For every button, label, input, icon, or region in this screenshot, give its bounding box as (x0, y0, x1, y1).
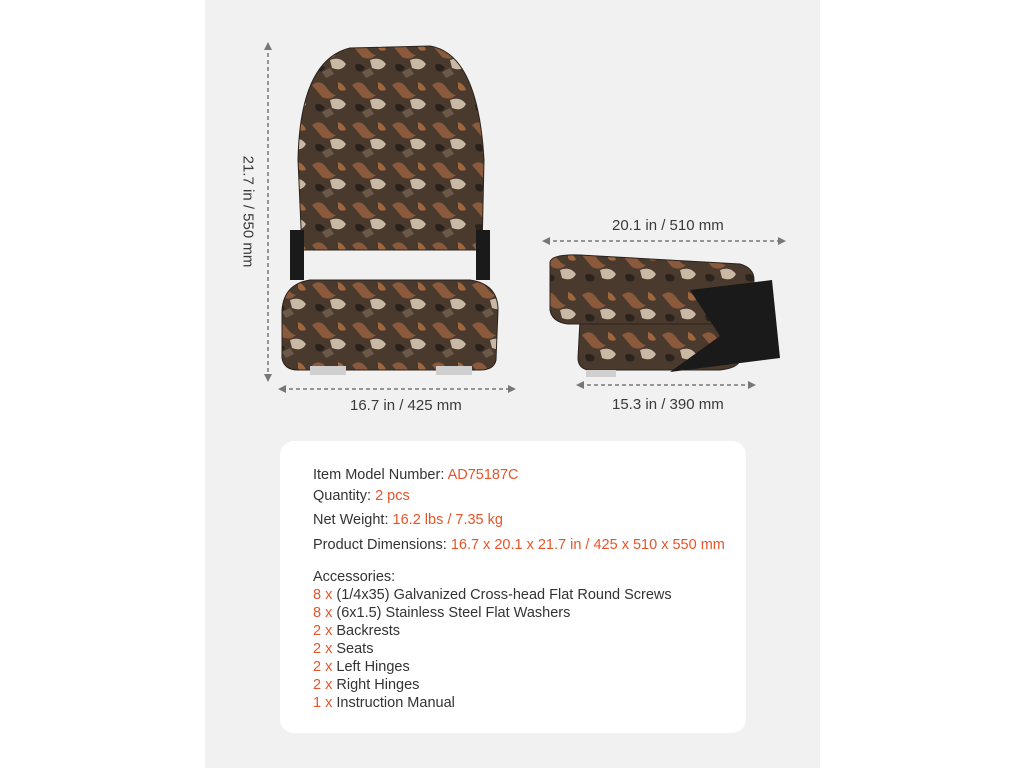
height-dimension-label: 21.7 in / 550 mm (239, 155, 257, 268)
quantity-value: 2 pcs (375, 488, 410, 504)
quantity-row (313, 488, 410, 504)
accessories-title: Accessories: (313, 569, 396, 585)
folded-width-dimension-label: 15.3 in / 390 mm (612, 396, 724, 413)
model-number-label: Item Model Number: (313, 467, 445, 483)
product-dimensions-value: 16.7 x 20.1 x 21.7 in / 425 x 510 x 550 mm (450, 537, 725, 553)
front-width-dimension-label: 16.7 in / 425 mm (350, 397, 462, 414)
net-weight-label: Net Weight: (313, 512, 389, 528)
net-weight-value: 16.2 lbs / 7.35 kg (392, 512, 503, 528)
accessory-item: 2 x Left Hinges (313, 659, 410, 675)
quantity-label: Quantity: (313, 488, 372, 504)
accessory-item: 8 x (6x1.5) Stainless Steel Flat Washers (313, 605, 571, 621)
accessory-item: 2 x Right Hinges (313, 677, 420, 693)
accessory-item: 2 x Seats (313, 641, 374, 657)
accessories-list (313, 586, 672, 712)
model-number-row (313, 467, 519, 483)
accessory-item: 2 x Backrests (313, 623, 401, 639)
accessory-item: 1 x Instruction Manual (313, 695, 455, 711)
folded-depth-dimension-label: 20.1 in / 510 mm (612, 217, 724, 234)
model-number-value: AD75187C (447, 467, 519, 483)
accessory-item: 8 x (1/4x35) Galvanized Cross-head Flat Round Screws (313, 587, 672, 603)
net-weight-row (313, 512, 503, 528)
product-dimensions-label: Product Dimensions: (313, 537, 447, 553)
product-dimensions-row (313, 537, 725, 553)
